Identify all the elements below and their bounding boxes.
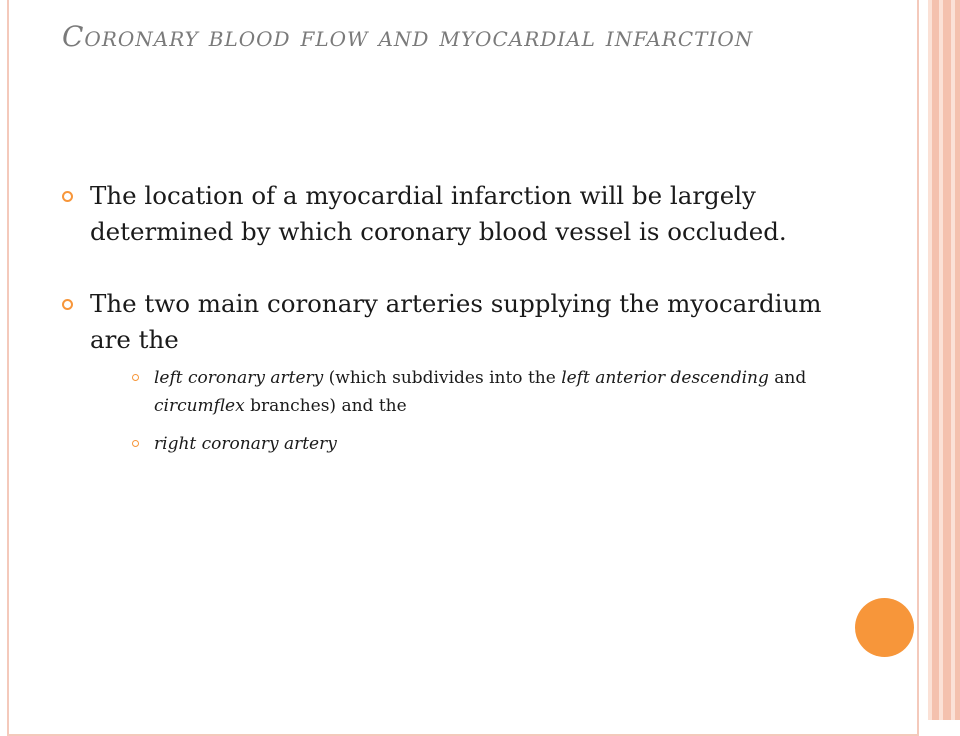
sub-text: and	[768, 368, 807, 388]
sub-text: branches) and the	[244, 396, 407, 416]
stripe	[932, 0, 939, 720]
slide-title: Coronary blood flow and myocardial infarction	[62, 20, 754, 53]
bullet-item	[62, 178, 822, 250]
sub-bullet-item	[132, 364, 822, 420]
term-circumflex: circumflex	[154, 396, 245, 416]
term-right-coronary-artery: right coronary artery	[154, 434, 337, 454]
term-left-anterior-descending: left anterior descending	[561, 368, 769, 388]
stripe	[943, 0, 951, 720]
sub-text: (which subdivides into the	[323, 368, 562, 388]
sub-bullet-item	[132, 430, 822, 458]
accent-circle	[855, 598, 914, 657]
sub-bullet-ring-icon	[132, 374, 139, 381]
sub-bullet-ring-icon	[132, 440, 139, 447]
bullet-ring-icon	[62, 191, 73, 202]
slide-content	[62, 178, 822, 468]
sub-bullet-list	[132, 364, 822, 458]
bullet-ring-icon	[62, 299, 73, 310]
stripe	[955, 0, 960, 720]
bullet-item	[62, 286, 822, 358]
term-left-coronary-artery: left coronary artery	[154, 368, 324, 388]
bullet-text: The two main coronary arteries supplying the myocardium are the	[90, 289, 822, 354]
bullet-text: The location of a myocardial infarction will be largely determined by which coronary blood vessel is occluded.	[90, 181, 787, 246]
